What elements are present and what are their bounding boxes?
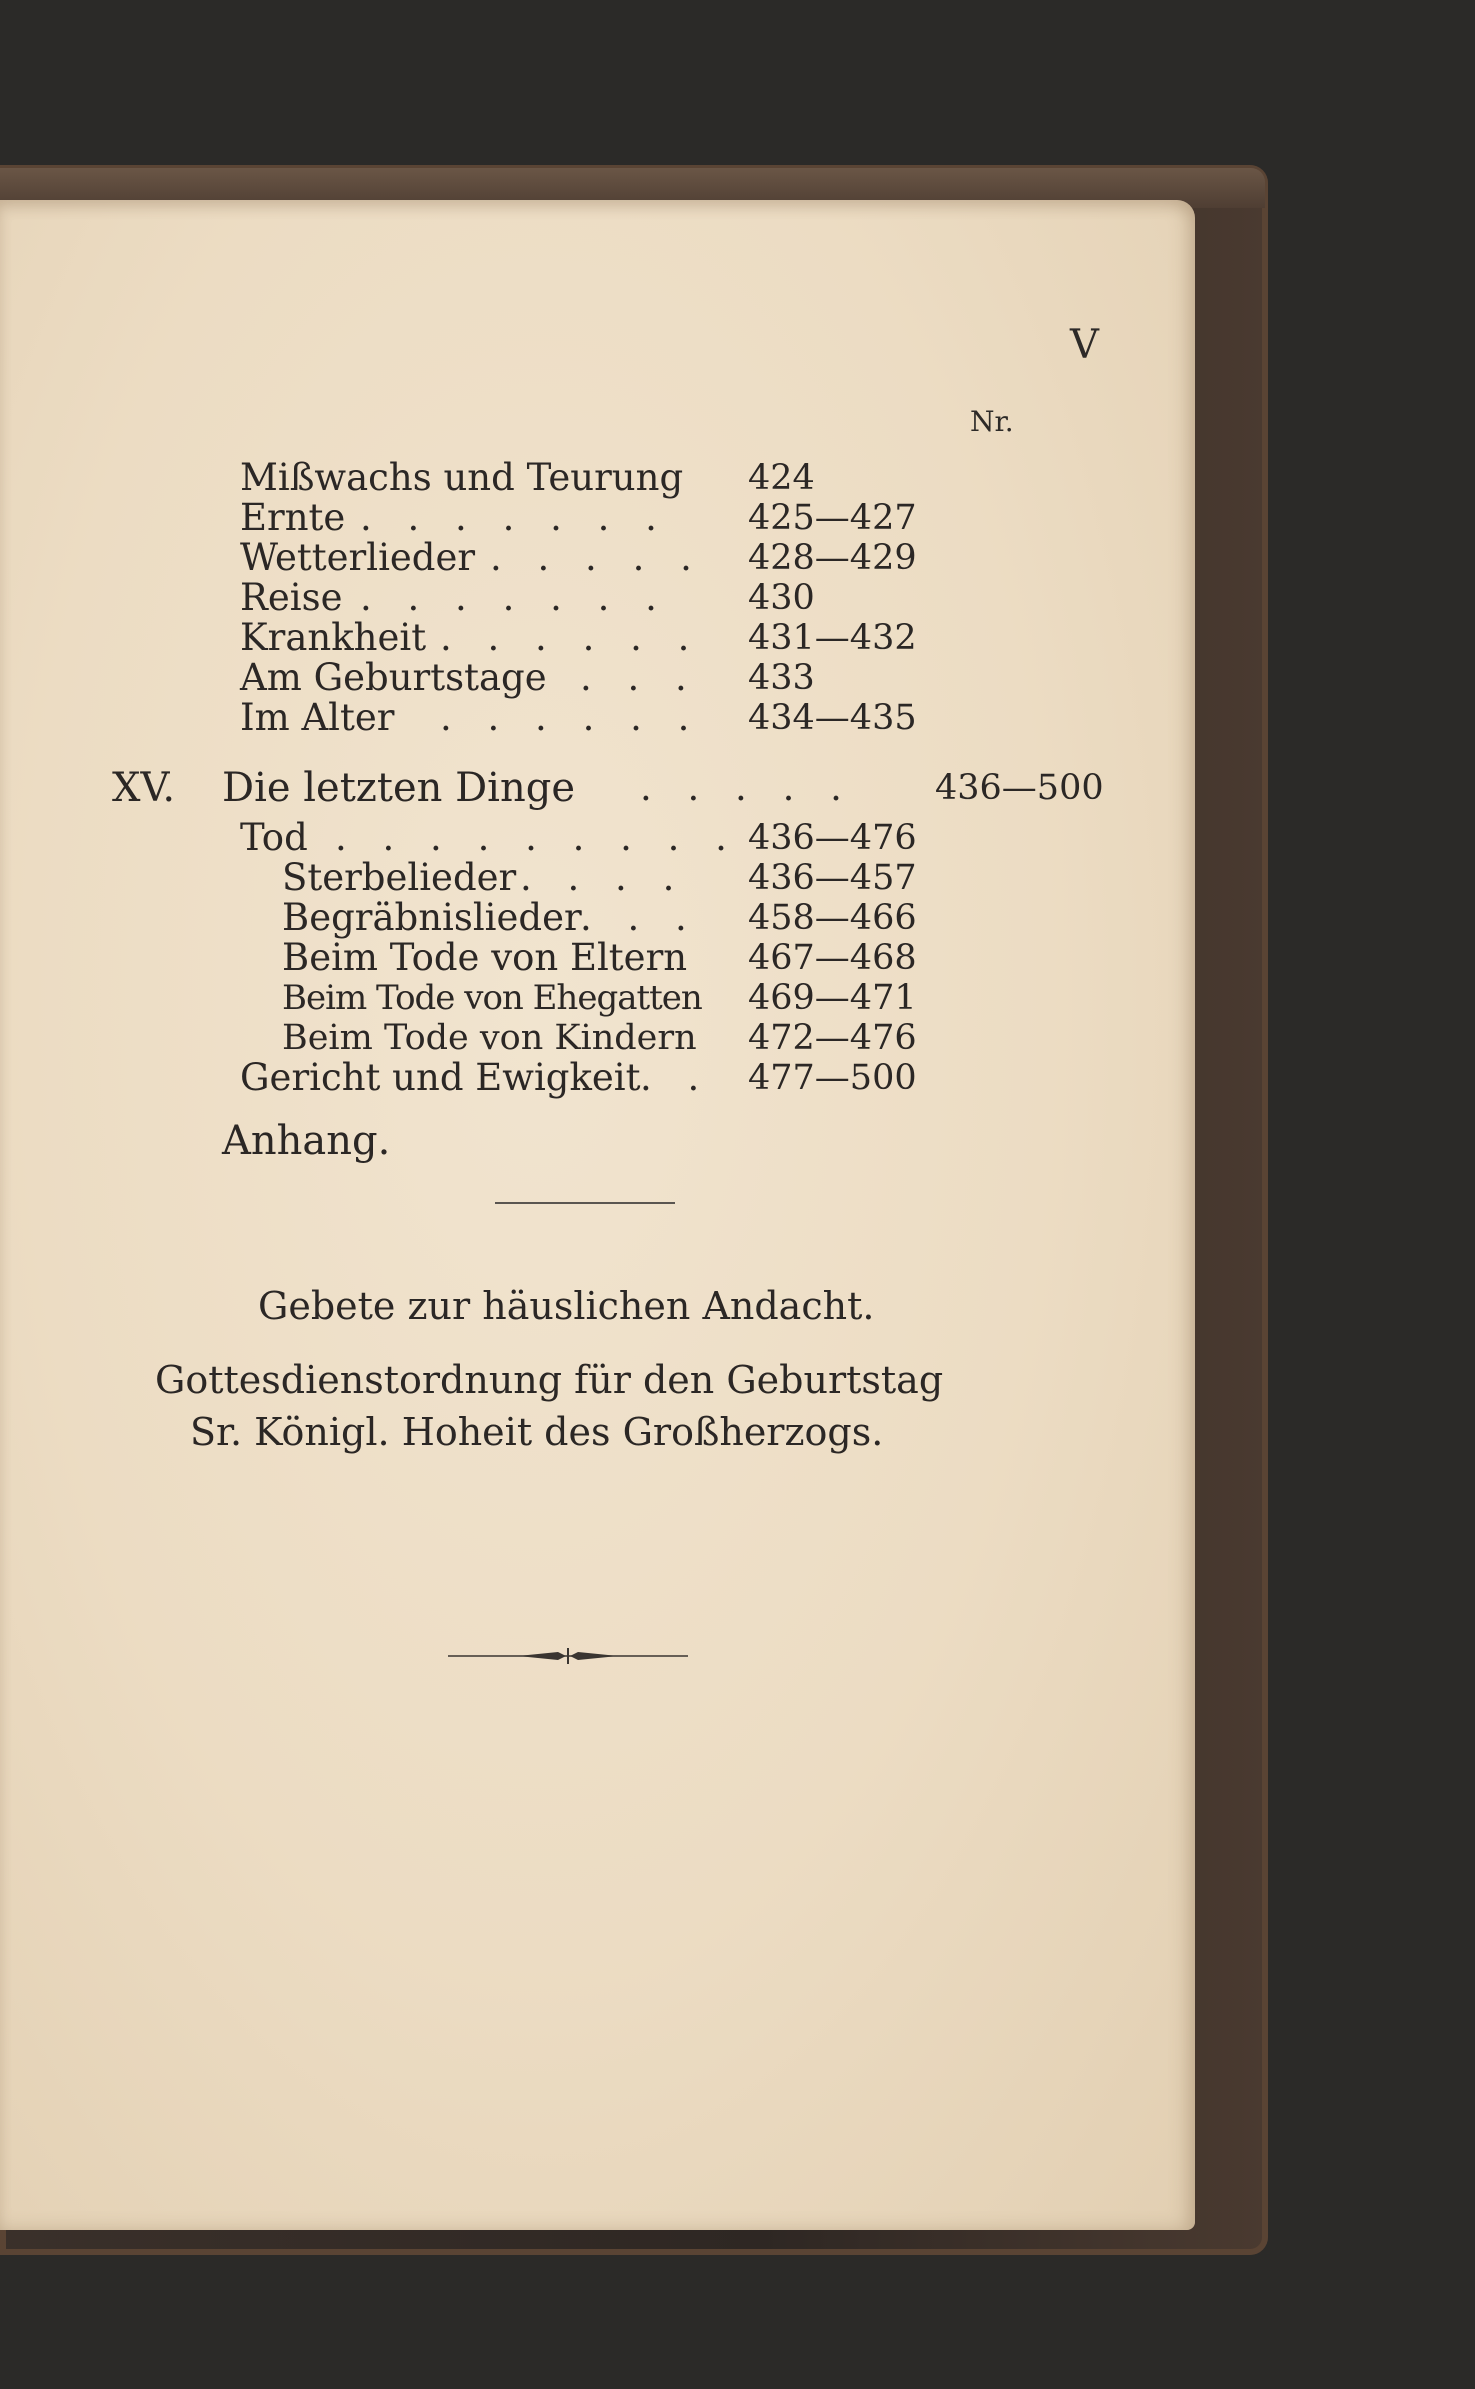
toc-entry-dots: . . . . . . . (360, 576, 669, 619)
ornament-divider (448, 1646, 688, 1666)
toc-entry-dots: . . . (580, 656, 699, 699)
toc-entry-number: 436—457 (748, 858, 917, 898)
toc-section (0, 765, 1195, 811)
toc-entry-label: Tod (240, 816, 308, 859)
toc-entry-number: 431—432 (748, 618, 917, 658)
toc-entry-number: 424 (748, 458, 815, 498)
toc-entry-number: 477—500 (748, 1058, 917, 1098)
toc-entry-label: Beim Tode von Eltern (282, 936, 688, 979)
toc-entry-label: Beim Tode von Ehegatten (282, 978, 702, 1018)
toc-entry-label: Begräbnislieder (282, 896, 582, 939)
toc-section-number-range: 436—500 (935, 768, 1104, 808)
toc-entry-label: Mißwachs und Teurung (240, 456, 684, 499)
toc-entry-dots: . . (640, 1056, 712, 1099)
toc-appendix-label: Anhang. (222, 1118, 391, 1164)
toc-entry-dots: . . . (580, 896, 699, 939)
toc-section-number: XV. (112, 765, 176, 811)
appendix-line-grand-duke: Sr. Königl. Hoheit des Großherzogs. (190, 1410, 884, 1454)
divider-rule (495, 1202, 675, 1204)
toc-entry-label: Krankheit (240, 616, 427, 659)
toc-entry-number: 467—468 (748, 938, 917, 978)
toc-entry-dots: . . . . . . (440, 616, 702, 659)
toc-entry-dots: . . . . (520, 856, 687, 899)
toc-entry-number: 434—435 (748, 698, 917, 738)
toc-entry-label: Ernte (240, 496, 346, 539)
toc-entry-number: 469—471 (748, 978, 917, 1018)
page-number: V (1070, 322, 1099, 368)
toc-entry-label: Beim Tode von Kindern (282, 1018, 697, 1058)
toc-entry-dots: . . . . . . (440, 696, 702, 739)
toc-entry-number: 428—429 (748, 538, 917, 578)
toc-entry-dots: . . . . . (490, 536, 704, 579)
appendix-line-prayers: Gebete zur häuslichen Andacht. (258, 1284, 875, 1328)
toc-entry-label: Im Alter (240, 696, 395, 739)
column-header-nr: Nr. (970, 405, 1014, 438)
toc-entry-number: 436—476 (748, 818, 917, 858)
toc-section-label: Die letzten Dinge (222, 765, 575, 811)
toc-entry-label: Sterbelieder (282, 856, 517, 899)
toc-section-dots: . . . . . (640, 766, 854, 809)
toc-entry-label: Wetterlieder (240, 536, 476, 579)
toc-entry-dots: . . . . . . . (360, 496, 669, 539)
toc-entry-number: 430 (748, 578, 815, 618)
toc-entry-number: 425—427 (748, 498, 917, 538)
toc-entry-label: Gericht und Ewigkeit (240, 1056, 641, 1099)
toc-entry-dots: . . . . . . . . . (335, 816, 739, 859)
toc-entry-number: 433 (748, 658, 815, 698)
toc-entry-number: 458—466 (748, 898, 917, 938)
toc-entry-label: Am Geburtstage (240, 656, 547, 699)
toc-entry-label: Reise (240, 576, 343, 619)
appendix-line-service-order: Gottesdienstordnung für den Geburtstag (155, 1358, 944, 1402)
toc-entry-number: 472—476 (748, 1018, 917, 1058)
